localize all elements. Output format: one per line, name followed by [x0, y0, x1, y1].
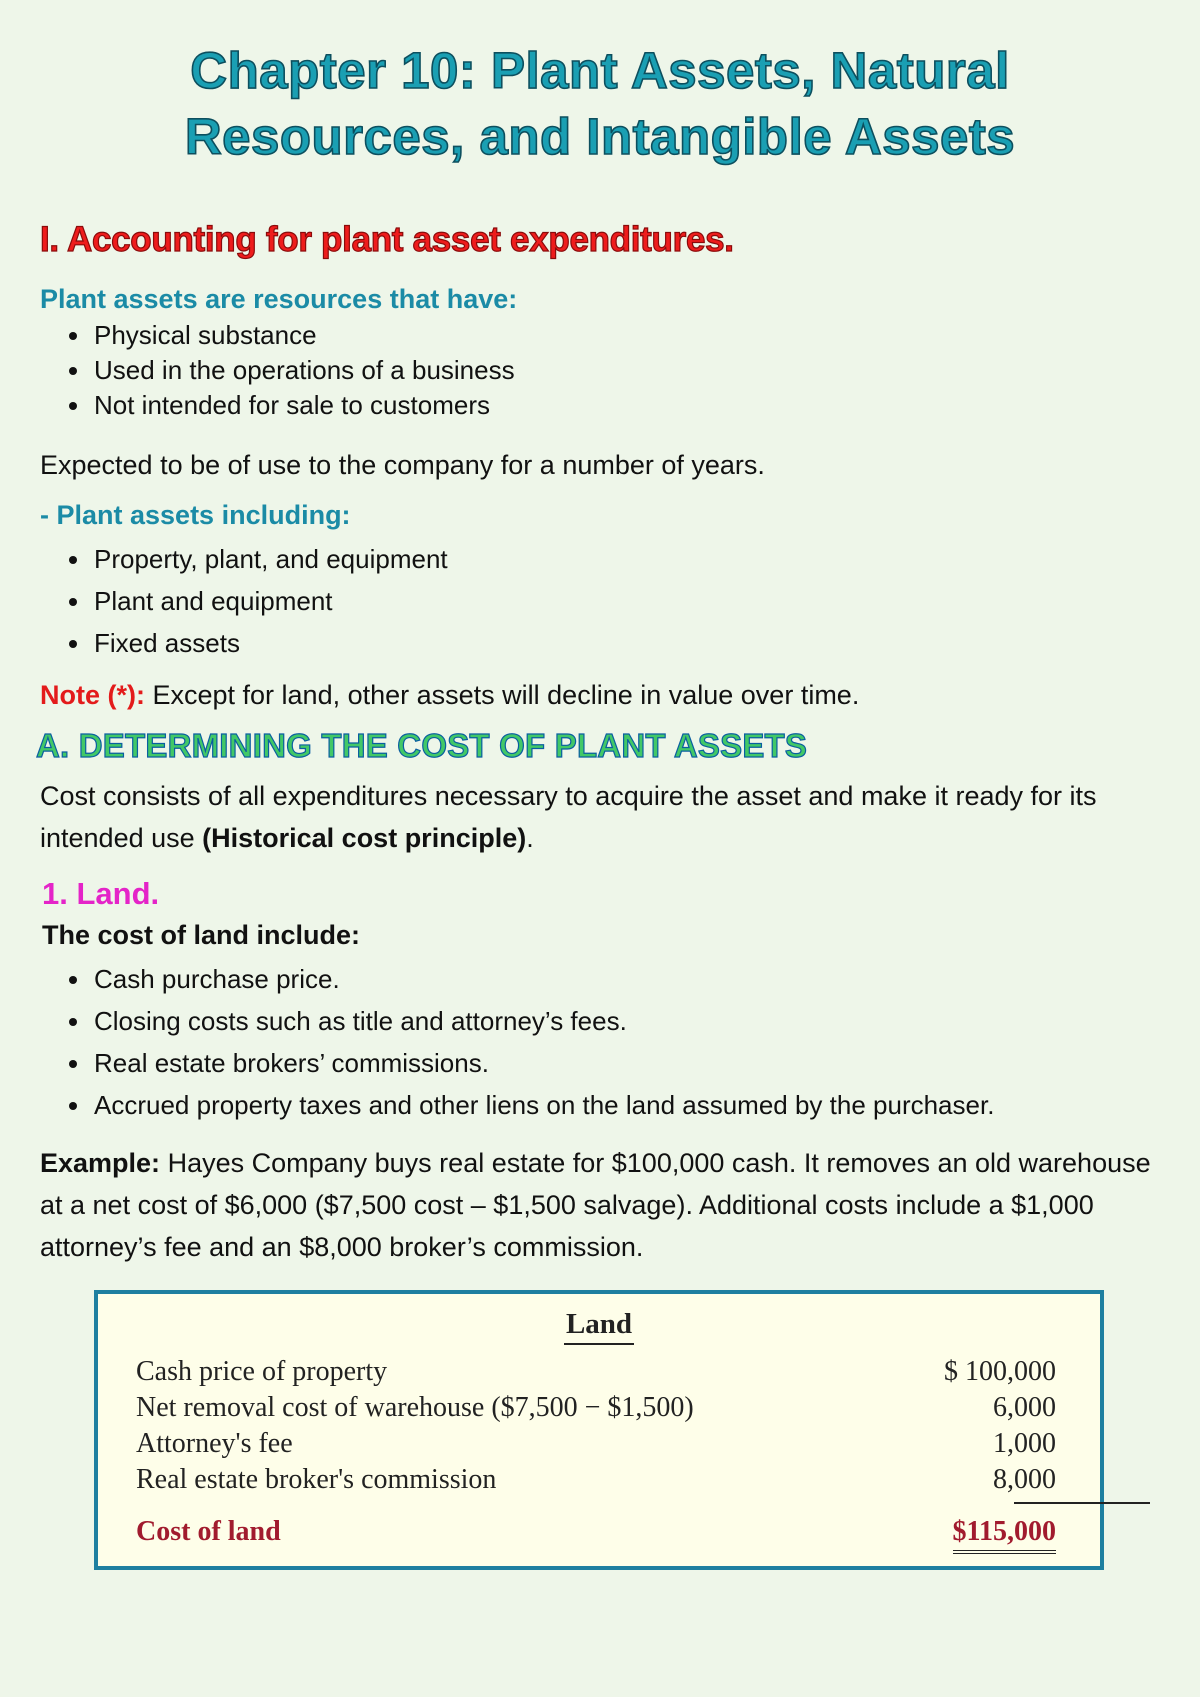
- list-item: • Not intended for sale to customers: [92, 388, 515, 423]
- section-heading-determining-cost: A. DETERMINING THE COST OF PLANT ASSETS: [36, 727, 808, 764]
- plant-asset-features-list: [68, 318, 515, 423]
- note-paragraph: [40, 674, 1170, 716]
- total-label: Cost of land: [136, 1516, 281, 1547]
- list-item: • Physical substance: [92, 318, 515, 353]
- list-item: • Cash purchase price.: [92, 958, 994, 1000]
- list-item: • Property, plant, and equipment: [92, 538, 448, 580]
- example-label: Example:: [40, 1148, 161, 1178]
- row-label: Cash price of property: [136, 1356, 388, 1387]
- example-paragraph: [40, 1142, 1170, 1268]
- table-row: [136, 1392, 1056, 1428]
- row-amount: 1,000: [993, 1428, 1056, 1459]
- list-item: • Closing costs such as title and attorney’s fees.: [92, 1000, 994, 1042]
- plant-assets-including-heading: - Plant assets including:: [40, 500, 351, 530]
- cost-definition-end: .: [526, 823, 534, 853]
- total-amount: $115,000: [953, 1516, 1056, 1554]
- subtotal-rule: [1014, 1502, 1150, 1504]
- total-row: [136, 1516, 1056, 1552]
- row-amount: 6,000: [993, 1392, 1056, 1423]
- example-text: Hayes Company buys real estate for $100,000 cash. It removes an old warehouse at a net cost of $6,000 ($7,500 cost – $1,500 salvage). Additional costs include a $1,000 attorney’s fee and an $8,000 broker’s commission.: [40, 1148, 1151, 1262]
- row-label: Real estate broker's commission: [136, 1464, 497, 1495]
- list-item: • Plant and equipment: [92, 580, 448, 622]
- cost-definition-paragraph: [40, 775, 1170, 859]
- list-item: • Fixed assets: [92, 622, 448, 664]
- land-table-title: [98, 1308, 1100, 1345]
- list-item: • Real estate brokers’ commissions.: [92, 1042, 994, 1084]
- row-label: Attorney's fee: [136, 1428, 293, 1459]
- expected-use-text: Expected to be of use to the company for a number of years.: [40, 450, 765, 480]
- table-row: [136, 1356, 1056, 1392]
- land-cost-table: [94, 1290, 1104, 1570]
- land-heading: 1. Land.: [42, 876, 160, 911]
- row-amount: 8,000: [993, 1464, 1056, 1495]
- cost-of-land-list: [68, 958, 994, 1126]
- note-label: Note (*):: [40, 680, 145, 710]
- table-row: [136, 1428, 1056, 1464]
- historical-cost-principle: (Historical cost principle): [202, 823, 527, 853]
- row-amount: $ 100,000: [944, 1356, 1056, 1387]
- list-item: • Accrued property taxes and other liens on the land assumed by the purchaser.: [92, 1084, 994, 1126]
- row-label: Net removal cost of warehouse ($7,500 − $1,500): [136, 1392, 694, 1423]
- chapter-title: [0, 38, 1200, 170]
- chapter-title-line-1: Chapter 10: Plant Assets, Natural: [190, 42, 1010, 99]
- section-heading-accounting: I. Accounting for plant asset expenditures.: [40, 220, 734, 259]
- plant-assets-including-list: [68, 538, 448, 664]
- plant-assets-intro: Plant assets are resources that have:: [40, 284, 518, 314]
- land-table-title-text: Land: [564, 1308, 634, 1345]
- table-row: [136, 1464, 1056, 1500]
- list-item: • Used in the operations of a business: [92, 353, 515, 388]
- note-text: Except for land, other assets will decline in value over time.: [144, 680, 860, 710]
- cost-of-land-subheading: The cost of land include:: [42, 920, 361, 950]
- chapter-title-line-2: Resources, and Intangible Assets: [184, 108, 1016, 165]
- cost-definition-text: Cost consists of all expenditures necessary to acquire the asset and make it ready for its intended use: [40, 781, 1097, 853]
